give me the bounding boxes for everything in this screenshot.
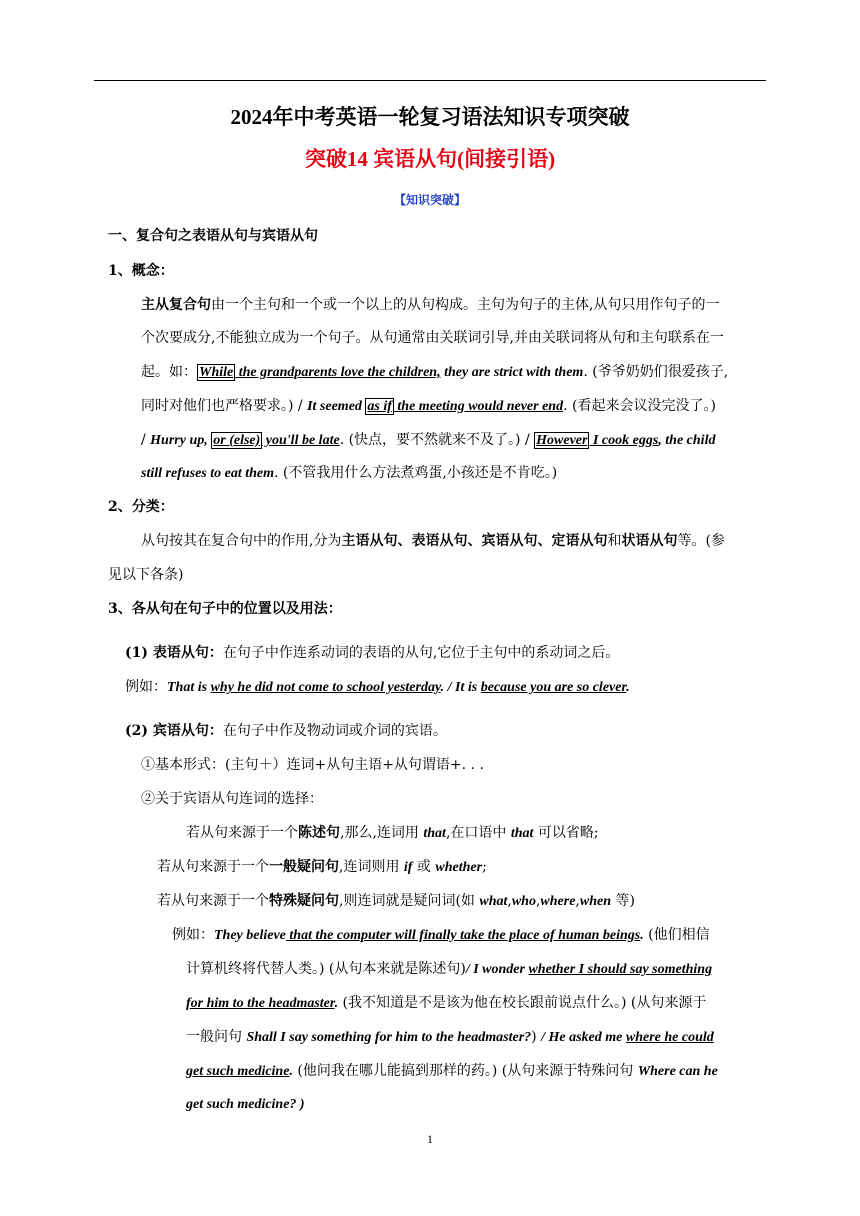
- example-source: Where can he: [637, 1064, 718, 1079]
- term-general-question: 一般疑问句: [269, 859, 339, 875]
- boxed-conjunction-however: However: [536, 433, 588, 448]
- example-main: Hurry up,: [150, 433, 212, 448]
- example-translation: (我不知道是不是该为他在校长跟前说点什么。) (从句来源于: [338, 995, 707, 1011]
- conjunction-if: if: [403, 860, 413, 875]
- boxed-conjunction-or-else: or (else): [213, 433, 261, 448]
- conjunction-whether: whether: [435, 860, 483, 875]
- object-example-line-2: [186, 959, 712, 980]
- predicative-clause-example: [125, 677, 630, 698]
- predicative-clause-label: (1) 表语从句：: [125, 645, 223, 661]
- example-clause: the grandparents love the children,: [235, 365, 441, 380]
- rule-declarative: [186, 823, 599, 844]
- example-translation: . (爷爷奶奶们很爱孩子,: [583, 364, 729, 380]
- object-clause-form: ①基本形式：(主句＋）连词+从句主语+从句谓语+. . .: [141, 757, 484, 773]
- concept-line-6: [141, 463, 557, 484]
- example-translation: 同时对他们也严格要求。) /: [141, 398, 308, 414]
- wh-word: where: [540, 894, 576, 909]
- example-intro: 起。如：: [141, 364, 197, 380]
- example-translation: 计算机终将代替人类。) (从句本来就是陈述句): [186, 961, 466, 977]
- example-clause: I cook eggs: [589, 433, 659, 448]
- rule-yes-no-question: [157, 857, 487, 878]
- example-clause: where he could: [625, 1030, 714, 1045]
- clause-types: 主语从句、表语从句、宾语从句、定语从句: [341, 533, 608, 549]
- example-clause: because you are so clever: [480, 680, 627, 695]
- clause-type-adverbial: 状语从句: [621, 533, 678, 549]
- example-main: .: [626, 680, 630, 695]
- object-example-line-3: [186, 993, 706, 1014]
- term-compound-sentence: 主从复合句: [141, 297, 211, 313]
- rule-text: 若从句来源于一个: [186, 825, 298, 841]
- page-number: 1: [427, 1132, 433, 1146]
- example-main: . / It is: [440, 680, 481, 695]
- object-clause-definition: [125, 721, 447, 741]
- rule-text: 或: [412, 859, 436, 875]
- example-main: .: [334, 996, 339, 1011]
- rule-text: ,: [507, 893, 512, 909]
- example-main: .: [289, 1064, 293, 1079]
- section-heading-1: 一、复合句之表语从句与宾语从句: [108, 228, 318, 244]
- example-translation: 一般问句: [186, 1029, 247, 1045]
- object-example-line-5: [186, 1061, 718, 1082]
- classification-text: 和: [607, 533, 622, 549]
- example-translation: (他们相信: [643, 927, 710, 943]
- example-source: Shall I say something for him to the headmaster?: [246, 1030, 532, 1045]
- rule-text: ,: [575, 893, 580, 909]
- wh-word: what: [479, 894, 508, 909]
- rule-text: ,那么,连词用: [340, 825, 424, 841]
- concept-line-1: [141, 295, 719, 315]
- example-clause: why he did not come to school yesterday: [210, 680, 441, 695]
- example-main: / I wonder: [465, 962, 529, 977]
- section-tag: 【知识突破】: [393, 193, 466, 207]
- example-translation: ): [531, 1029, 542, 1045]
- rule-text: 等): [611, 893, 635, 909]
- subsection-heading-concept: 1、概念：: [108, 263, 174, 279]
- classification-text: 从句按其在复合句中的作用,分为: [141, 533, 342, 549]
- example-main: That is: [167, 680, 211, 695]
- example-clause: for him to the headmaster: [186, 996, 335, 1011]
- object-clause-conjunction-choice: ②关于宾语从句连词的选择：: [141, 791, 323, 807]
- document-title: 2024年中考英语一轮复习语法知识专项突破: [230, 105, 630, 129]
- concept-line-4: [141, 396, 716, 417]
- rule-text: ;: [482, 859, 487, 875]
- rule-text: 可以省略;: [533, 825, 599, 841]
- predicative-clause-definition: [125, 643, 619, 663]
- example-clause: that the computer will finally take the place of human beings: [285, 928, 641, 943]
- rule-text: ,: [535, 893, 541, 909]
- subsection-heading-usage: 3、各从句在句子中的位置以及用法：: [108, 601, 342, 617]
- header-rule: [94, 80, 766, 81]
- example-main: They believe: [214, 928, 286, 943]
- rule-text: ,则连词就是疑问词(如: [339, 893, 480, 909]
- document-subtitle: 突破14 宾语从句(间接引语): [304, 147, 556, 171]
- example-main: still refuses to eat them: [141, 466, 274, 481]
- wh-word: when: [579, 894, 611, 909]
- concept-text-1: 由一个主句和一个或一个以上的从句构成。主句为句子的主体,从句只用作句子的一: [211, 297, 720, 313]
- object-clause-label: (2) 宾语从句：: [125, 723, 223, 739]
- conjunction-that: that: [423, 826, 446, 841]
- example-translation: . (看起来会议没完没了。): [563, 398, 716, 414]
- concept-line-2: 个次要成分,不能独立成为一个句子。从句通常由关联词引导,并由关联词将从句和主句联系在一: [141, 330, 724, 346]
- object-clause-text: 在句子中作及物动词或介词的宾语。: [222, 723, 447, 739]
- example-translation: . (不管我用什么方法煮鸡蛋,小孩还是不肯吃。): [274, 465, 558, 481]
- example-clause: you'll be late: [262, 433, 340, 448]
- subsection-heading-classification: 2、分类：: [108, 499, 174, 515]
- rule-special-question: [157, 891, 635, 912]
- term-declarative: 陈述句: [298, 825, 340, 841]
- example-main: .: [640, 928, 644, 943]
- classification-text: 等。(参: [677, 533, 725, 549]
- example-main: It seemed: [307, 399, 366, 414]
- example-clause: get such medicine: [186, 1064, 290, 1079]
- boxed-conjunction-as-if: as if: [367, 399, 392, 414]
- example-clause: whether I should say something: [528, 962, 713, 977]
- object-example-line-6: get such medicine? ): [186, 1097, 305, 1112]
- concept-line-3: [141, 362, 728, 383]
- wh-word: who: [511, 894, 536, 909]
- rule-text: ,连词则用: [339, 859, 404, 875]
- rule-text: 若从句来源于一个: [157, 893, 269, 909]
- example-main: , the child: [658, 433, 716, 448]
- example-translation: (他问我在哪儿能搞到那样的药。) (从句来源于特殊问句: [292, 1063, 638, 1079]
- example-main: / He asked me: [541, 1030, 626, 1045]
- term-special-question: 特殊疑问句: [269, 893, 339, 909]
- rule-text: 若从句来源于一个: [157, 859, 269, 875]
- conjunction-that: that: [510, 826, 534, 841]
- example-main: they are strict with them: [440, 365, 584, 380]
- classification-line-2: 见以下各条): [108, 567, 184, 583]
- object-example-line-4: [186, 1027, 714, 1048]
- boxed-conjunction-while: While: [199, 365, 234, 380]
- concept-line-5: [141, 430, 715, 451]
- predicative-clause-text: 在句子中作连系动词的表语的从句,它位于主句中的系动词之后。: [222, 645, 620, 661]
- example-intro: 例如：: [172, 927, 214, 943]
- separator: /: [141, 432, 151, 448]
- rule-text: ,在口语中: [445, 825, 511, 841]
- object-example-line-1: [172, 925, 710, 946]
- example-intro: 例如：: [125, 679, 167, 695]
- example-clause: the meeting would never end: [393, 399, 564, 414]
- example-translation: . (快点，要不然就来不及了。) /: [339, 432, 535, 448]
- classification-line-1: [141, 531, 725, 551]
